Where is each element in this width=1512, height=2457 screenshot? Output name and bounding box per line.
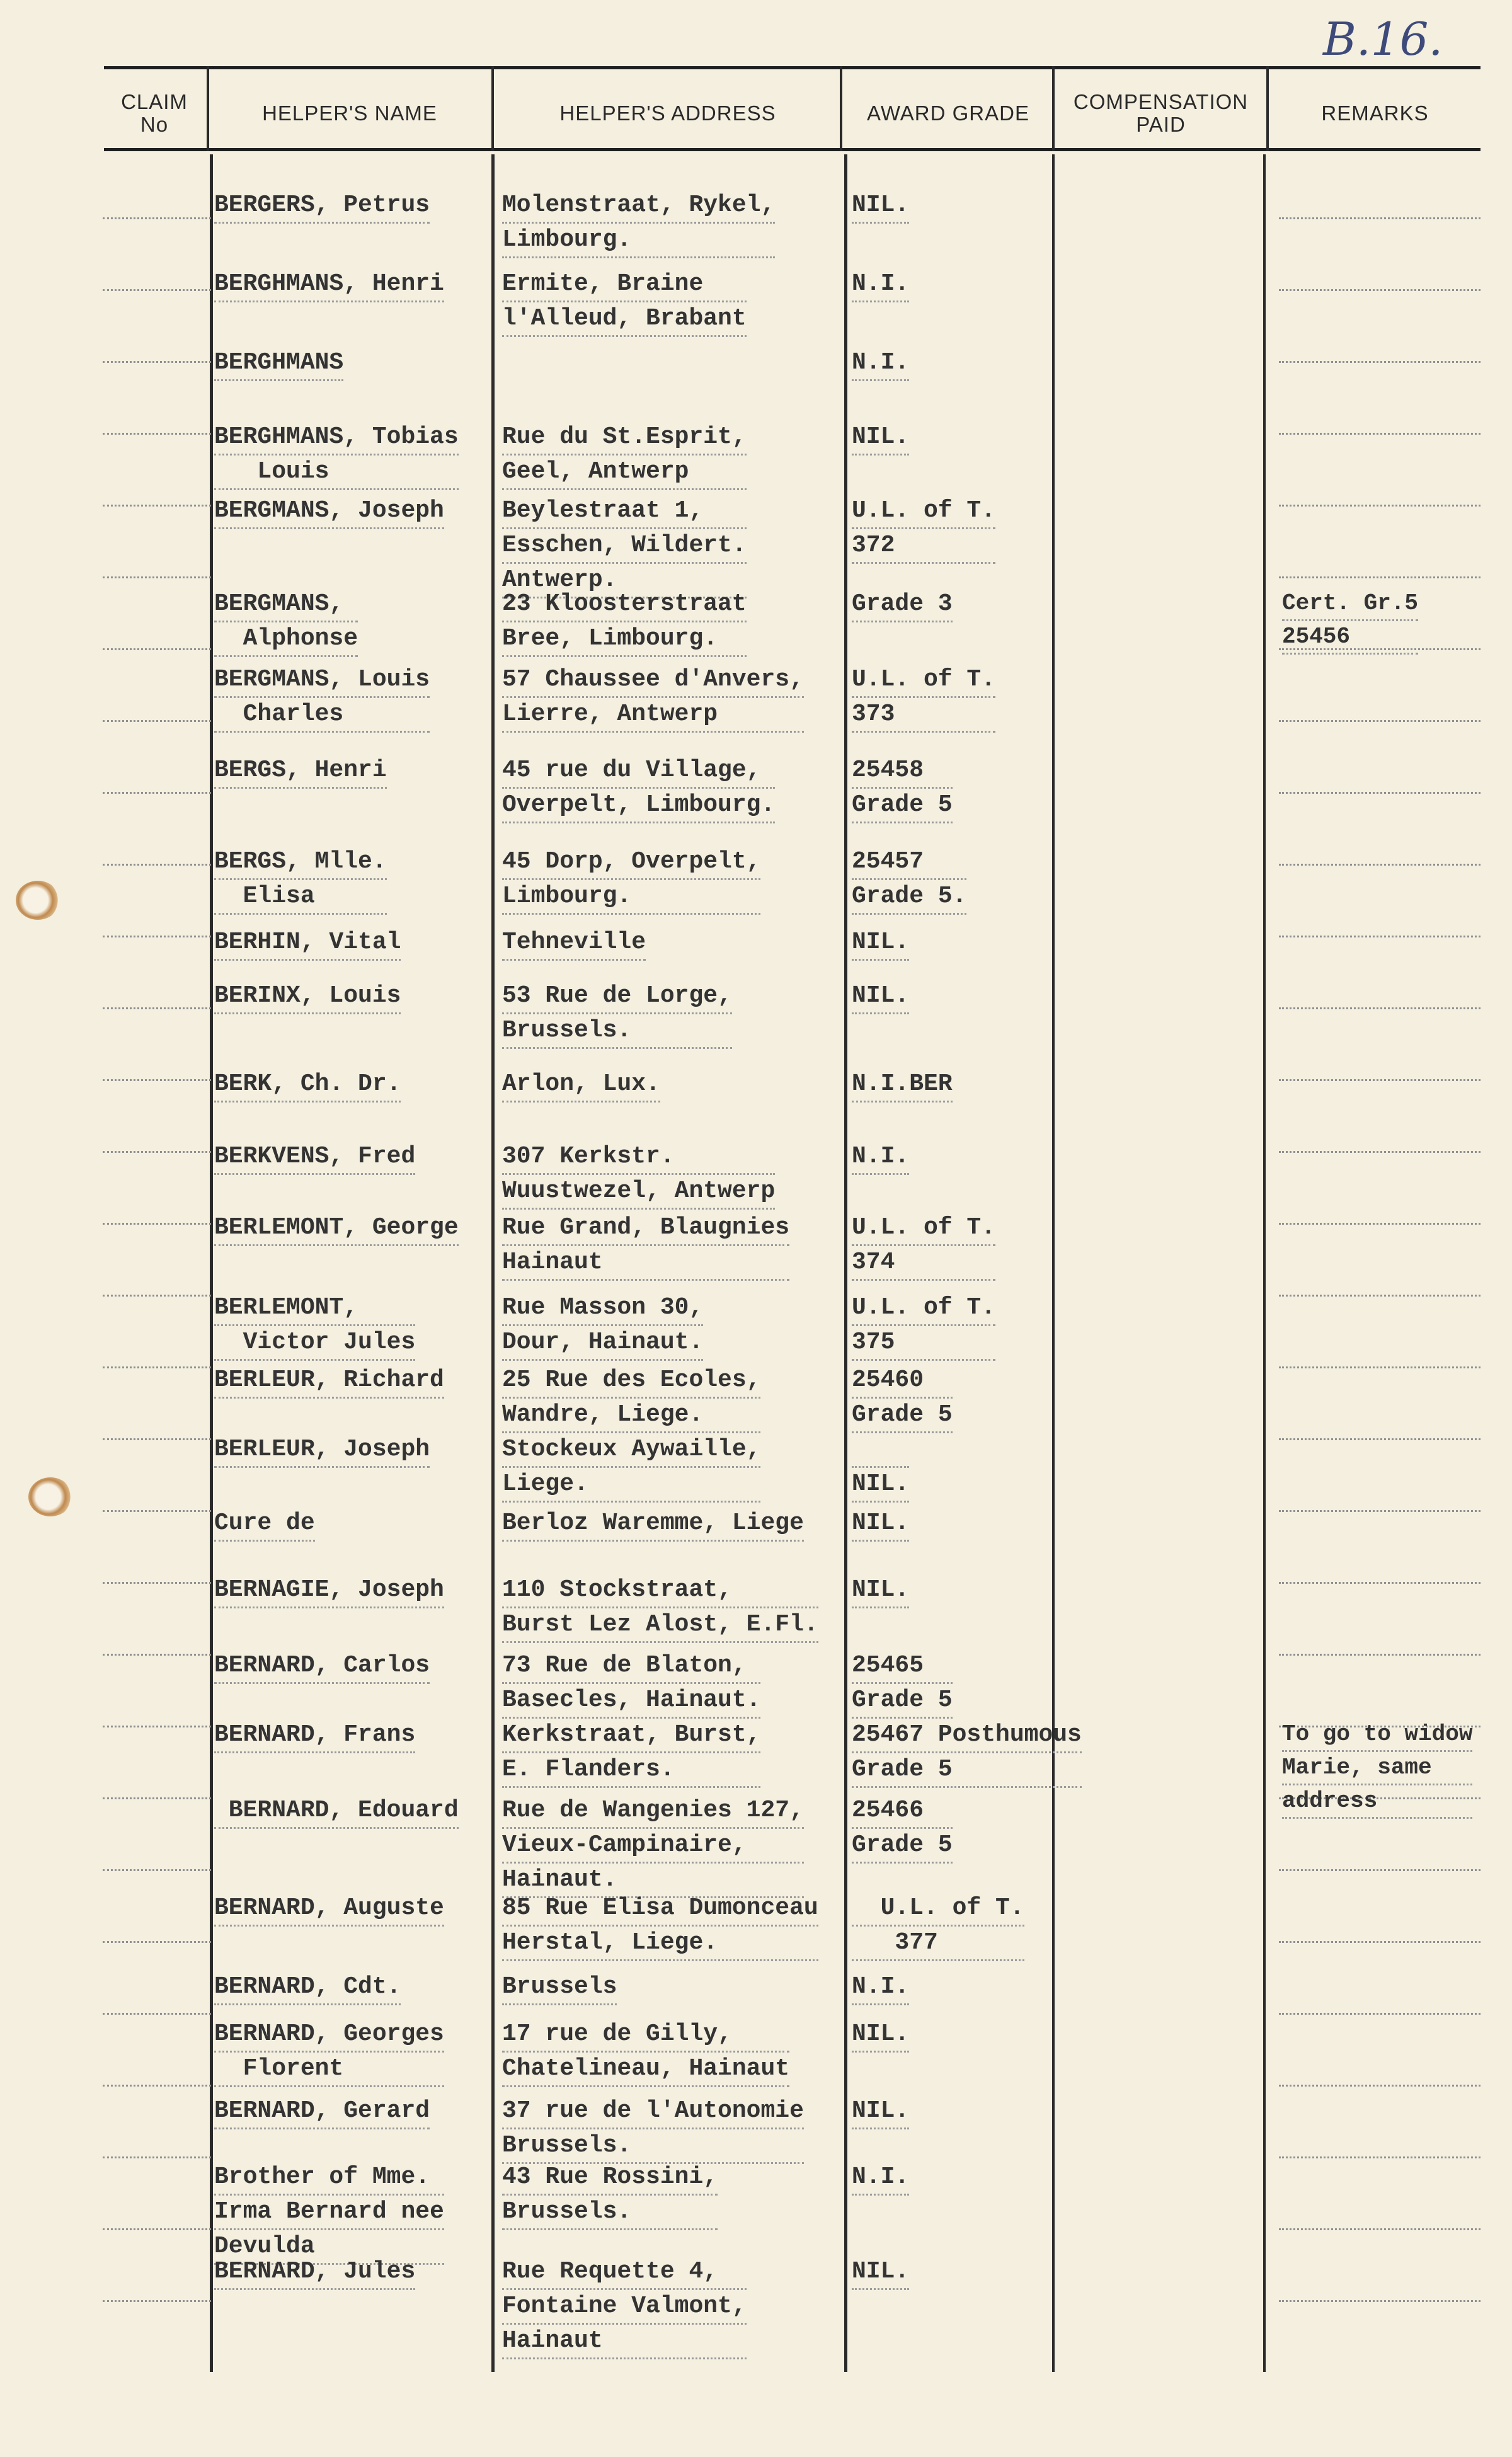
helper-address-cell — [502, 2161, 718, 2230]
remarks-guide-line — [1279, 1007, 1480, 1009]
helper-name-line: Cure de — [214, 1507, 315, 1542]
helper-award-cell — [852, 1892, 1024, 1961]
helper-name-line: BERNAGIE, Joseph — [214, 1574, 444, 1608]
helper-name-cell — [214, 754, 387, 789]
helper-address-line: Geel, Antwerp — [502, 455, 747, 490]
helper-name-line: BERNARD, Frans — [214, 1719, 415, 1753]
helper-award-line: Grade 5 — [852, 789, 953, 823]
helper-address-line: Wandre, Liege. — [502, 1399, 760, 1433]
remarks-guide-line — [1279, 2300, 1480, 2302]
helper-award-line: NIL. — [852, 189, 909, 224]
remarks-guide-line — [1279, 433, 1480, 435]
helper-award-cell — [852, 2018, 909, 2053]
helper-award-line: Grade 3 — [852, 588, 953, 622]
helper-name-cell — [214, 926, 401, 961]
helper-award-cell — [852, 2095, 909, 2129]
helper-name-cell — [214, 2018, 444, 2087]
claim-guide-line — [103, 936, 211, 937]
claim-guide-line — [103, 1797, 211, 1799]
helper-address-line: Liege. — [502, 1468, 760, 1503]
helper-address-line: Stockeux Aywaille, — [502, 1433, 760, 1468]
helper-name-cell — [214, 189, 430, 224]
helper-address-line: Overpelt, Limbourg. — [502, 789, 775, 823]
helper-name-line: BERGHMANS, Tobias — [214, 421, 459, 455]
helper-award-cell — [852, 926, 909, 961]
helper-award-line: U.L. of T. — [852, 663, 995, 698]
helper-name-cell — [214, 1364, 444, 1399]
helper-address-line: Ermite, Braine — [502, 268, 747, 302]
helper-address-line: Brussels. — [502, 2129, 804, 2164]
remarks-guide-line — [1279, 864, 1480, 866]
col-rule-compensation — [1052, 154, 1055, 2372]
helper-award-line: 25466 — [852, 1794, 953, 1829]
helper-name-line: BERLEUR, Richard — [214, 1364, 444, 1399]
helper-address-cell — [502, 1574, 818, 1643]
remarks-guide-line — [1279, 792, 1480, 794]
helper-name-line: Victor Jules — [214, 1326, 415, 1361]
claim-guide-line — [103, 1582, 211, 1584]
helper-address-line: Lierre, Antwerp — [502, 698, 804, 733]
remarks-guide-line — [1279, 1582, 1480, 1584]
col-rule-address — [491, 154, 495, 2372]
helper-name-line: BERGHMANS, Henri — [214, 268, 444, 302]
helper-address-line: Rue du St.Esprit, — [502, 421, 747, 455]
helper-address-cell — [502, 663, 804, 733]
helper-award-line: 372 — [852, 529, 995, 564]
remarks-guide-line — [1279, 2085, 1480, 2087]
helper-address-line: 37 rue de l'Autonomie — [502, 2095, 804, 2129]
helper-award-line: NIL. — [852, 980, 909, 1014]
helper-award-line: NIL. — [852, 1468, 909, 1503]
claim-guide-line — [103, 289, 211, 291]
helper-award-line: NIL. — [852, 926, 909, 961]
remarks-guide-line — [1279, 361, 1480, 363]
claim-guide-line — [103, 2156, 211, 2158]
helper-address-line: 73 Rue de Blaton, — [502, 1649, 760, 1684]
helper-name-line: BERHIN, Vital — [214, 926, 401, 961]
helper-address-line: Dour, Hainaut. — [502, 1326, 703, 1361]
claim-guide-line — [103, 792, 211, 794]
claim-guide-line — [103, 1151, 211, 1153]
helper-name-cell — [214, 1292, 415, 1361]
helper-award-line: 374 — [852, 1246, 995, 1281]
claim-guide-line — [103, 1366, 211, 1368]
helper-address-line: 23 Kloosterstraat — [502, 588, 747, 622]
col-rule-name — [210, 154, 213, 2372]
col-divider — [840, 66, 842, 151]
helper-address-line: 45 Dorp, Overpelt, — [502, 845, 760, 880]
helper-award-line — [852, 1433, 909, 1468]
helper-address-line: 17 rue de Gilly, — [502, 2018, 789, 2053]
helper-remarks-line: Cert. Gr.5 — [1282, 588, 1418, 621]
col-divider — [207, 66, 209, 151]
helper-address-cell — [502, 495, 747, 598]
helper-award-cell — [852, 1211, 995, 1281]
helper-award-line: U.L. of T. — [852, 1892, 1024, 1927]
helper-award-cell — [852, 754, 953, 823]
helper-address-line: Brussels. — [502, 2196, 718, 2230]
punch-hole-upper — [16, 881, 60, 920]
col-rule-award — [844, 154, 847, 2372]
helper-name-line: BERLEMONT, — [214, 1292, 415, 1326]
claim-guide-line — [103, 433, 211, 435]
helper-name-cell — [214, 1140, 415, 1175]
reference-mark: B.16. — [1323, 13, 1443, 66]
helper-award-line: NIL. — [852, 2095, 909, 2129]
helper-name-line: BERK, Ch. Dr. — [214, 1068, 401, 1102]
helper-address-line: Fontaine Valmont, — [502, 2290, 747, 2325]
helper-address-line: Limbourg. — [502, 224, 775, 258]
helper-award-cell — [852, 1574, 909, 1608]
claim-guide-line — [103, 1941, 211, 1943]
helper-award-line: NIL. — [852, 1507, 909, 1542]
helper-award-line: 377 — [852, 1927, 1024, 1961]
remarks-guide-line — [1279, 2228, 1480, 2230]
helper-name-line: Alphonse — [214, 622, 358, 657]
helper-address-cell — [502, 1292, 703, 1361]
claim-guide-line — [103, 1654, 211, 1656]
helper-award-line: 375 — [852, 1326, 995, 1361]
claim-guide-line — [103, 2300, 211, 2302]
remarks-guide-line — [1279, 2156, 1480, 2158]
helper-address-line: E. Flanders. — [502, 1753, 760, 1788]
header-compensation-paid: COMPENSATION PAID — [1073, 89, 1249, 136]
header-claim-no: CLAIM No — [121, 89, 188, 136]
helper-address-cell — [502, 1794, 804, 1898]
helper-award-line: NIL. — [852, 2018, 909, 2053]
helper-award-line: 25460 — [852, 1364, 953, 1399]
helper-award-line: N.I.BER — [852, 1068, 953, 1102]
helper-award-line: Grade 5. — [852, 880, 966, 915]
helper-name-line: BERNARD, Georges — [214, 2018, 444, 2053]
helper-address-line: Arlon, Lux. — [502, 1068, 660, 1102]
helper-remarks-line: address — [1282, 1785, 1472, 1819]
helper-award-line: U.L. of T. — [852, 1292, 995, 1326]
helper-name-cell — [214, 1971, 401, 2005]
helper-name-line: BERKVENS, Fred — [214, 1140, 415, 1175]
helper-address-line: Rue Masson 30, — [502, 1292, 703, 1326]
claim-guide-line — [103, 648, 211, 650]
helper-name-cell — [214, 1211, 459, 1246]
remarks-guide-line — [1279, 1366, 1480, 1368]
helper-address-line: Brussels. — [502, 1014, 732, 1049]
helper-remarks-cell — [1282, 1719, 1472, 1819]
helper-address-line: 307 Kerkstr. — [502, 1140, 775, 1175]
claim-guide-line — [103, 1223, 211, 1225]
helper-name-cell — [214, 845, 387, 915]
helper-name-cell — [214, 1574, 444, 1608]
helper-remarks-line: 25456 — [1282, 621, 1418, 655]
helper-address-line: l'Alleud, Brabant — [502, 302, 747, 337]
helper-remarks-line: To go to widow — [1282, 1719, 1472, 1752]
helper-address-line: Hainaut — [502, 1246, 789, 1281]
helper-name-line: Louis — [214, 455, 459, 490]
helper-award-line: N.I. — [852, 346, 909, 381]
helper-award-cell — [852, 663, 995, 733]
helper-name-line: Irma Bernard nee — [214, 2196, 444, 2230]
helper-name-cell — [214, 588, 358, 657]
helper-address-line: Herstal, Liege. — [502, 1927, 818, 1961]
helper-name-line: Elisa — [214, 880, 387, 915]
helper-address-cell — [502, 588, 747, 657]
helper-award-cell — [852, 588, 953, 622]
helper-award-cell — [852, 346, 909, 381]
claim-guide-line — [103, 1510, 211, 1512]
helper-remarks-cell — [1282, 588, 1418, 655]
helper-name-cell — [214, 2095, 430, 2129]
helper-name-cell — [214, 1649, 430, 1684]
claim-guide-line — [103, 1079, 211, 1081]
helper-address-line: Brussels — [502, 1971, 617, 2005]
helper-address-line: Esschen, Wildert. — [502, 529, 747, 564]
helper-name-line: Devulda — [214, 2230, 444, 2265]
helper-name-line: BERNARD, Carlos — [214, 1649, 430, 1684]
helper-address-cell — [502, 1507, 804, 1542]
helper-address-line: 53 Rue de Lorge, — [502, 980, 732, 1014]
remarks-guide-line — [1279, 1654, 1480, 1656]
remarks-guide-line — [1279, 1151, 1480, 1153]
remarks-guide-line — [1279, 720, 1480, 722]
helper-award-cell — [852, 845, 966, 915]
helper-award-cell — [852, 495, 995, 564]
claim-guide-line — [103, 1295, 211, 1297]
remarks-guide-line — [1279, 1869, 1480, 1871]
helper-name-line: BERGERS, Petrus — [214, 189, 430, 224]
helper-address-cell — [502, 980, 732, 1049]
helper-name-line: Florent — [214, 2053, 444, 2087]
helper-address-line: 25 Rue des Ecoles, — [502, 1364, 760, 1399]
helper-award-line: 25465 — [852, 1649, 953, 1684]
helper-remarks-line: Marie, same — [1282, 1752, 1472, 1785]
claim-guide-line — [103, 1438, 211, 1440]
helper-name-line: BERLEMONT, George — [214, 1211, 459, 1246]
col-rule-remarks — [1263, 154, 1266, 2372]
helper-award-cell — [852, 1433, 909, 1503]
helper-name-cell — [214, 268, 444, 302]
helper-name-cell — [214, 2255, 415, 2290]
helper-award-line: NIL. — [852, 1574, 909, 1608]
helper-name-line: BERGMANS, — [214, 588, 358, 622]
helper-address-cell — [502, 1211, 789, 1281]
helper-name-line: BERNARD, Gerard — [214, 2095, 430, 2129]
helper-address-line: Antwerp. — [502, 564, 747, 598]
helper-address-line: Beylestraat 1, — [502, 495, 747, 529]
helper-award-line: Grade 5 — [852, 1399, 953, 1433]
helper-award-line: U.L. of T. — [852, 1211, 995, 1246]
helper-award-cell — [852, 1140, 909, 1175]
helper-award-cell — [852, 1719, 1082, 1788]
helper-address-line: Molenstraat, Rykel, — [502, 189, 775, 224]
helper-award-cell — [852, 1507, 909, 1542]
helper-award-cell — [852, 1364, 953, 1433]
helper-name-cell — [214, 980, 401, 1014]
helper-address-cell — [502, 845, 760, 915]
helper-award-cell — [852, 980, 909, 1014]
claim-guide-line — [103, 1007, 211, 1009]
header-remarks: REMARKS — [1321, 101, 1429, 125]
helper-address-cell — [502, 1140, 775, 1210]
helper-name-cell — [214, 1892, 444, 1927]
helper-award-cell — [852, 189, 909, 224]
helper-name-line: Brother of Mme. — [214, 2161, 444, 2196]
helper-name-cell — [214, 1507, 315, 1542]
helper-award-line: 373 — [852, 698, 995, 733]
helper-address-line: Rue de Wangenies 127, — [502, 1794, 804, 1829]
col-divider — [491, 66, 494, 151]
claim-guide-line — [103, 1726, 211, 1727]
helper-name-line: BERLEUR, Joseph — [214, 1433, 430, 1468]
helper-award-line: Grade 5 — [852, 1753, 1082, 1788]
header-award-grade: AWARD GRADE — [867, 101, 1029, 125]
helper-address-cell — [502, 2255, 747, 2359]
helper-name-line: BERGMANS, Joseph — [214, 495, 444, 529]
helper-award-line: NIL. — [852, 2255, 909, 2290]
header-top-rule — [104, 66, 1480, 69]
helper-name-line: Charles — [214, 698, 430, 733]
helper-address-line: Burst Lez Alost, E.Fl. — [502, 1608, 818, 1643]
remarks-guide-line — [1279, 1079, 1480, 1081]
helper-address-cell — [502, 421, 747, 490]
helper-address-cell — [502, 1433, 760, 1503]
helper-address-cell — [502, 2095, 804, 2164]
helper-address-line: 57 Chaussee d'Anvers, — [502, 663, 804, 698]
helper-award-line: U.L. of T. — [852, 495, 995, 529]
helper-address-line: Vieux-Campinaire, — [502, 1829, 804, 1864]
helper-name-cell — [214, 1433, 430, 1468]
helper-address-cell — [502, 268, 747, 337]
header-bottom-rule — [104, 148, 1480, 151]
claim-guide-line — [103, 720, 211, 722]
helper-address-cell — [502, 2018, 789, 2087]
helper-address-line: 110 Stockstraat, — [502, 1574, 818, 1608]
helper-address-line: Wuustwezel, Antwerp — [502, 1175, 775, 1210]
helper-name-line: BERNARD, Jules — [214, 2255, 415, 2290]
helper-award-cell — [852, 1068, 953, 1102]
helper-address-line: 85 Rue Elisa Dumonceau — [502, 1892, 818, 1927]
helper-address-cell — [502, 1719, 760, 1788]
helper-name-line: BERNARD, Edouard — [214, 1794, 459, 1829]
helper-award-line: NIL. — [852, 421, 909, 455]
helper-address-cell — [502, 1649, 760, 1719]
claim-guide-line — [103, 2085, 211, 2087]
helper-address-line: Basecles, Hainaut. — [502, 1684, 760, 1719]
helper-name-line: BERNARD, Cdt. — [214, 1971, 401, 2005]
remarks-guide-line — [1279, 1438, 1480, 1440]
helper-address-line: Tehneville — [502, 926, 646, 961]
helper-award-line: Grade 5 — [852, 1684, 953, 1719]
header-helper-address: HELPER'S ADDRESS — [559, 101, 776, 125]
helper-name-line: BERGS, Mlle. — [214, 845, 387, 880]
helper-name-cell — [214, 1068, 401, 1102]
helper-award-cell — [852, 1794, 953, 1864]
header-helper-name: HELPER'S NAME — [262, 101, 437, 125]
helper-address-cell — [502, 1364, 760, 1433]
helper-award-cell — [852, 268, 909, 302]
helper-name-line: BERGS, Henri — [214, 754, 387, 789]
helper-address-line: Rue Requette 4, — [502, 2255, 747, 2290]
helper-address-line: Limbourg. — [502, 880, 760, 915]
remarks-guide-line — [1279, 1223, 1480, 1225]
claim-guide-line — [103, 2228, 211, 2230]
claim-guide-line — [103, 864, 211, 866]
helper-address-line: Bree, Limbourg. — [502, 622, 747, 657]
remarks-guide-line — [1279, 289, 1480, 291]
helper-award-cell — [852, 1292, 995, 1361]
helper-award-cell — [852, 1971, 909, 2005]
helper-name-cell — [214, 663, 430, 733]
helper-name-line: BERGHMANS — [214, 346, 343, 381]
helper-award-cell — [852, 2161, 909, 2196]
helper-award-line: 25467 Posthumous — [852, 1719, 1082, 1753]
helper-address-cell — [502, 1971, 617, 2005]
helper-address-line: Chatelineau, Hainaut — [502, 2053, 789, 2087]
remarks-guide-line — [1279, 576, 1480, 578]
helper-address-line: 45 rue du Village, — [502, 754, 775, 789]
helper-name-line: BERNARD, Auguste — [214, 1892, 444, 1927]
remarks-guide-line — [1279, 1510, 1480, 1512]
helper-address-line: Berloz Waremme, Liege — [502, 1507, 804, 1542]
helper-address-cell — [502, 754, 775, 823]
claim-guide-line — [103, 217, 211, 219]
remarks-guide-line — [1279, 505, 1480, 507]
claim-guide-line — [103, 1869, 211, 1871]
remarks-guide-line — [1279, 1295, 1480, 1297]
helper-name-line: BERGMANS, Louis — [214, 663, 430, 698]
helper-award-line: 25458 — [852, 754, 953, 789]
helper-address-line: Kerkstraat, Burst, — [502, 1719, 760, 1753]
helper-address-cell — [502, 926, 646, 961]
remarks-guide-line — [1279, 2013, 1480, 2015]
helper-award-cell — [852, 421, 909, 455]
col-divider — [1052, 66, 1055, 151]
helper-award-line: N.I. — [852, 1971, 909, 2005]
punch-hole-lower — [28, 1477, 72, 1516]
col-divider — [1266, 66, 1269, 151]
claim-guide-line — [103, 2013, 211, 2015]
helper-award-line: N.I. — [852, 2161, 909, 2196]
helper-address-line: 43 Rue Rossini, — [502, 2161, 718, 2196]
remarks-guide-line — [1279, 1941, 1480, 1943]
helper-name-line: BERINX, Louis — [214, 980, 401, 1014]
helper-award-line: N.I. — [852, 268, 909, 302]
helper-award-cell — [852, 2255, 909, 2290]
helper-address-line: Hainaut. — [502, 1864, 804, 1898]
helper-name-cell — [214, 1794, 459, 1829]
helper-name-cell — [214, 421, 459, 490]
claim-guide-line — [103, 576, 211, 578]
helper-address-cell — [502, 1068, 660, 1102]
helper-address-cell — [502, 189, 775, 258]
claim-guide-line — [103, 361, 211, 363]
helper-award-cell — [852, 1649, 953, 1719]
helper-award-line: Grade 5 — [852, 1829, 953, 1864]
helper-address-line: Hainaut — [502, 2325, 747, 2359]
remarks-guide-line — [1279, 217, 1480, 219]
helper-address-cell — [502, 1892, 818, 1961]
helper-name-cell — [214, 495, 444, 529]
remarks-guide-line — [1279, 936, 1480, 937]
helper-award-line: N.I. — [852, 1140, 909, 1175]
helper-award-line: 25457 — [852, 845, 966, 880]
helper-address-line: Rue Grand, Blaugnies — [502, 1211, 789, 1246]
helper-name-cell — [214, 1719, 415, 1753]
helper-name-cell — [214, 346, 343, 381]
helper-name-cell — [214, 2161, 444, 2265]
claim-guide-line — [103, 505, 211, 507]
